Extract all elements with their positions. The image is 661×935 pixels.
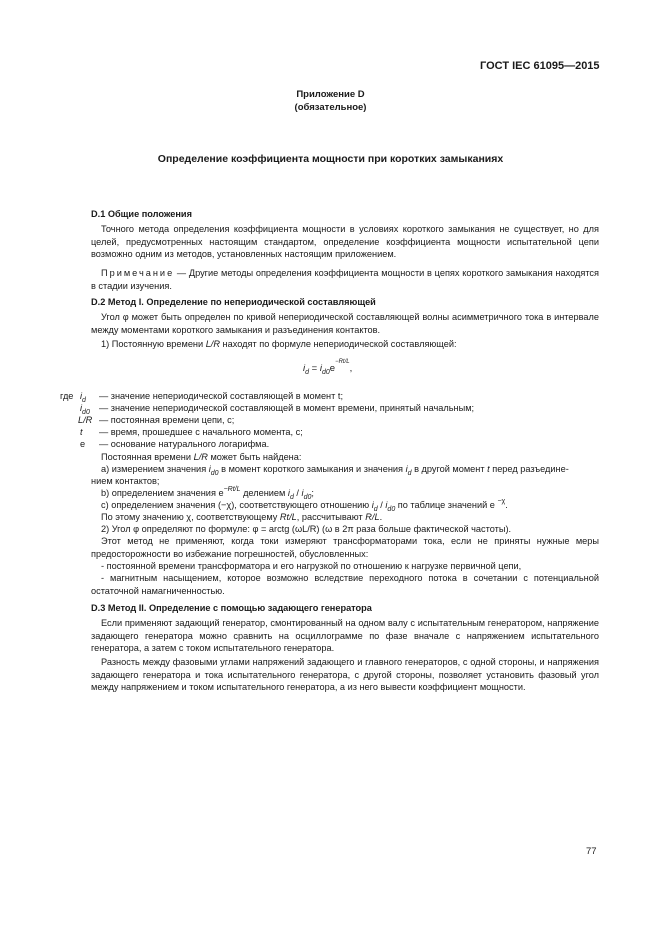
def-text: — время, прошедшее с начального момента, с; bbox=[99, 427, 303, 437]
d2-item-a: a) измерением значения $i_{d0}$ в момент короткого замыкания и значения $i_d$ в другой момент t перед разъедине- bbox=[101, 464, 569, 477]
formula: $i_d = i_{d0}e^{-Rt/L}$, bbox=[303, 359, 353, 376]
page-number: 77 bbox=[586, 846, 597, 857]
section-d2-paragraph: Угол φ может быть определен по кривой непериодической составляющей волны асимметричного тока в интервале между моментами короткого замыкания и разъединения контактов. bbox=[91, 312, 599, 335]
d2-item-c: c) определением значения (−χ), соответствующего отношению $i_d / i_{d0}$ по таблице значений e $^{-\chi}$. bbox=[101, 498, 508, 513]
standard-number: ГОСТ IEC 61095—2015 bbox=[480, 60, 600, 72]
d2-bullet-2: - магнитным насыщением, которое возможно вследствие переходного потока в сочетании с потенциальной остаточной намагниченностью. bbox=[91, 573, 599, 596]
section-d3-heading: D.3 Метод II. Определение с помощью задающего генератора bbox=[91, 603, 372, 613]
appendix-status: (обязательное) bbox=[294, 102, 367, 113]
where-label: где bbox=[60, 391, 74, 401]
section-d2-heading: D.2 Метод I. Определение по непериодической составляющей bbox=[91, 297, 376, 307]
section-d1-note bbox=[91, 267, 599, 292]
def-symbol: $i_d$ bbox=[80, 391, 86, 404]
d2-caution: Этот метод не применяют, когда токи измеряют трансформаторами тока, если не приняты нужные меры предосторожности во избежание погрешностей, обусловленных: bbox=[91, 536, 599, 559]
d2-item1: 1) Постоянную времени L/R находят по формуле непериодической составляющей: bbox=[101, 339, 457, 349]
section-d1-heading: D.1 Общие положения bbox=[91, 209, 192, 219]
def-symbol: e bbox=[80, 439, 86, 449]
def-symbol: t bbox=[80, 427, 83, 437]
d2-item-b: b) определением значения $e^{-Rt/L}$ делением $i_d / i_{d0}$; bbox=[101, 486, 314, 501]
def-text: — основание натурального логарифма. bbox=[99, 439, 270, 449]
d2-item-a-cont: нием контактов; bbox=[91, 476, 160, 486]
def-text: — значение непериодической составляющей в момент времени, принятый начальным; bbox=[99, 403, 475, 413]
appendix-title: Приложение D bbox=[296, 89, 365, 100]
section-d1-paragraph: Точного метода определения коэффициента мощности в условиях короткого замыкания не существует, но для целей, предусмотренных настоящим стандартом, определение коэффициента мощности испытательной цепи возможно одним из методов, установленных настоящим приложением. bbox=[91, 224, 599, 260]
d2-chi-line: По этому значению χ, соответствующему Rt/L, рассчитывают R/L. bbox=[101, 512, 383, 522]
def-text: — постоянная времени цепи, с; bbox=[99, 415, 235, 425]
def-symbol: $i_{d0}$ bbox=[80, 403, 90, 416]
note-label: Примечание bbox=[101, 268, 175, 278]
def-symbol: L/R bbox=[78, 415, 93, 425]
d2-item2: 2) Угол φ определяют по формуле: φ = arctg (ωL/R) (ω в 2π раза больше фактической частоты). bbox=[101, 524, 512, 534]
section-d3-paragraph-1: Если применяют задающий генератор, смонтированный на одном валу с испытательным генератором, напряжение задающего генератора можно сравнить на осциллограмме по фазе вначале с напряжением испытательного генератора, а затем с током испытательного генератора. bbox=[91, 618, 599, 654]
def-text: — значение непериодической составляющей в момент t; bbox=[99, 391, 344, 401]
document-title: Определение коэффициента мощности при коротких замыканиях bbox=[157, 153, 504, 165]
d2-found-line: Постоянная времени L/R может быть найдена: bbox=[101, 452, 302, 462]
d2-bullet-1: - постоянной времени трансформатора и его нагрузкой по отношению к нагрузке первичной цепи, bbox=[101, 561, 522, 571]
section-d3-paragraph-2: Разность между фазовыми углами напряжений задающего и главного генераторов, с одной стороны, и напряжения задающего генератора и тока испытательного генератора, с другой стороны, позволяет установить фазовый угол между напряжением и током испытательного генератора, а из него вывести коэффициент мощности. bbox=[91, 657, 599, 693]
note-text: — Другие методы определения коэффициента мощности в цепях короткого замыкания находятся в стадии изучения. bbox=[91, 268, 599, 291]
